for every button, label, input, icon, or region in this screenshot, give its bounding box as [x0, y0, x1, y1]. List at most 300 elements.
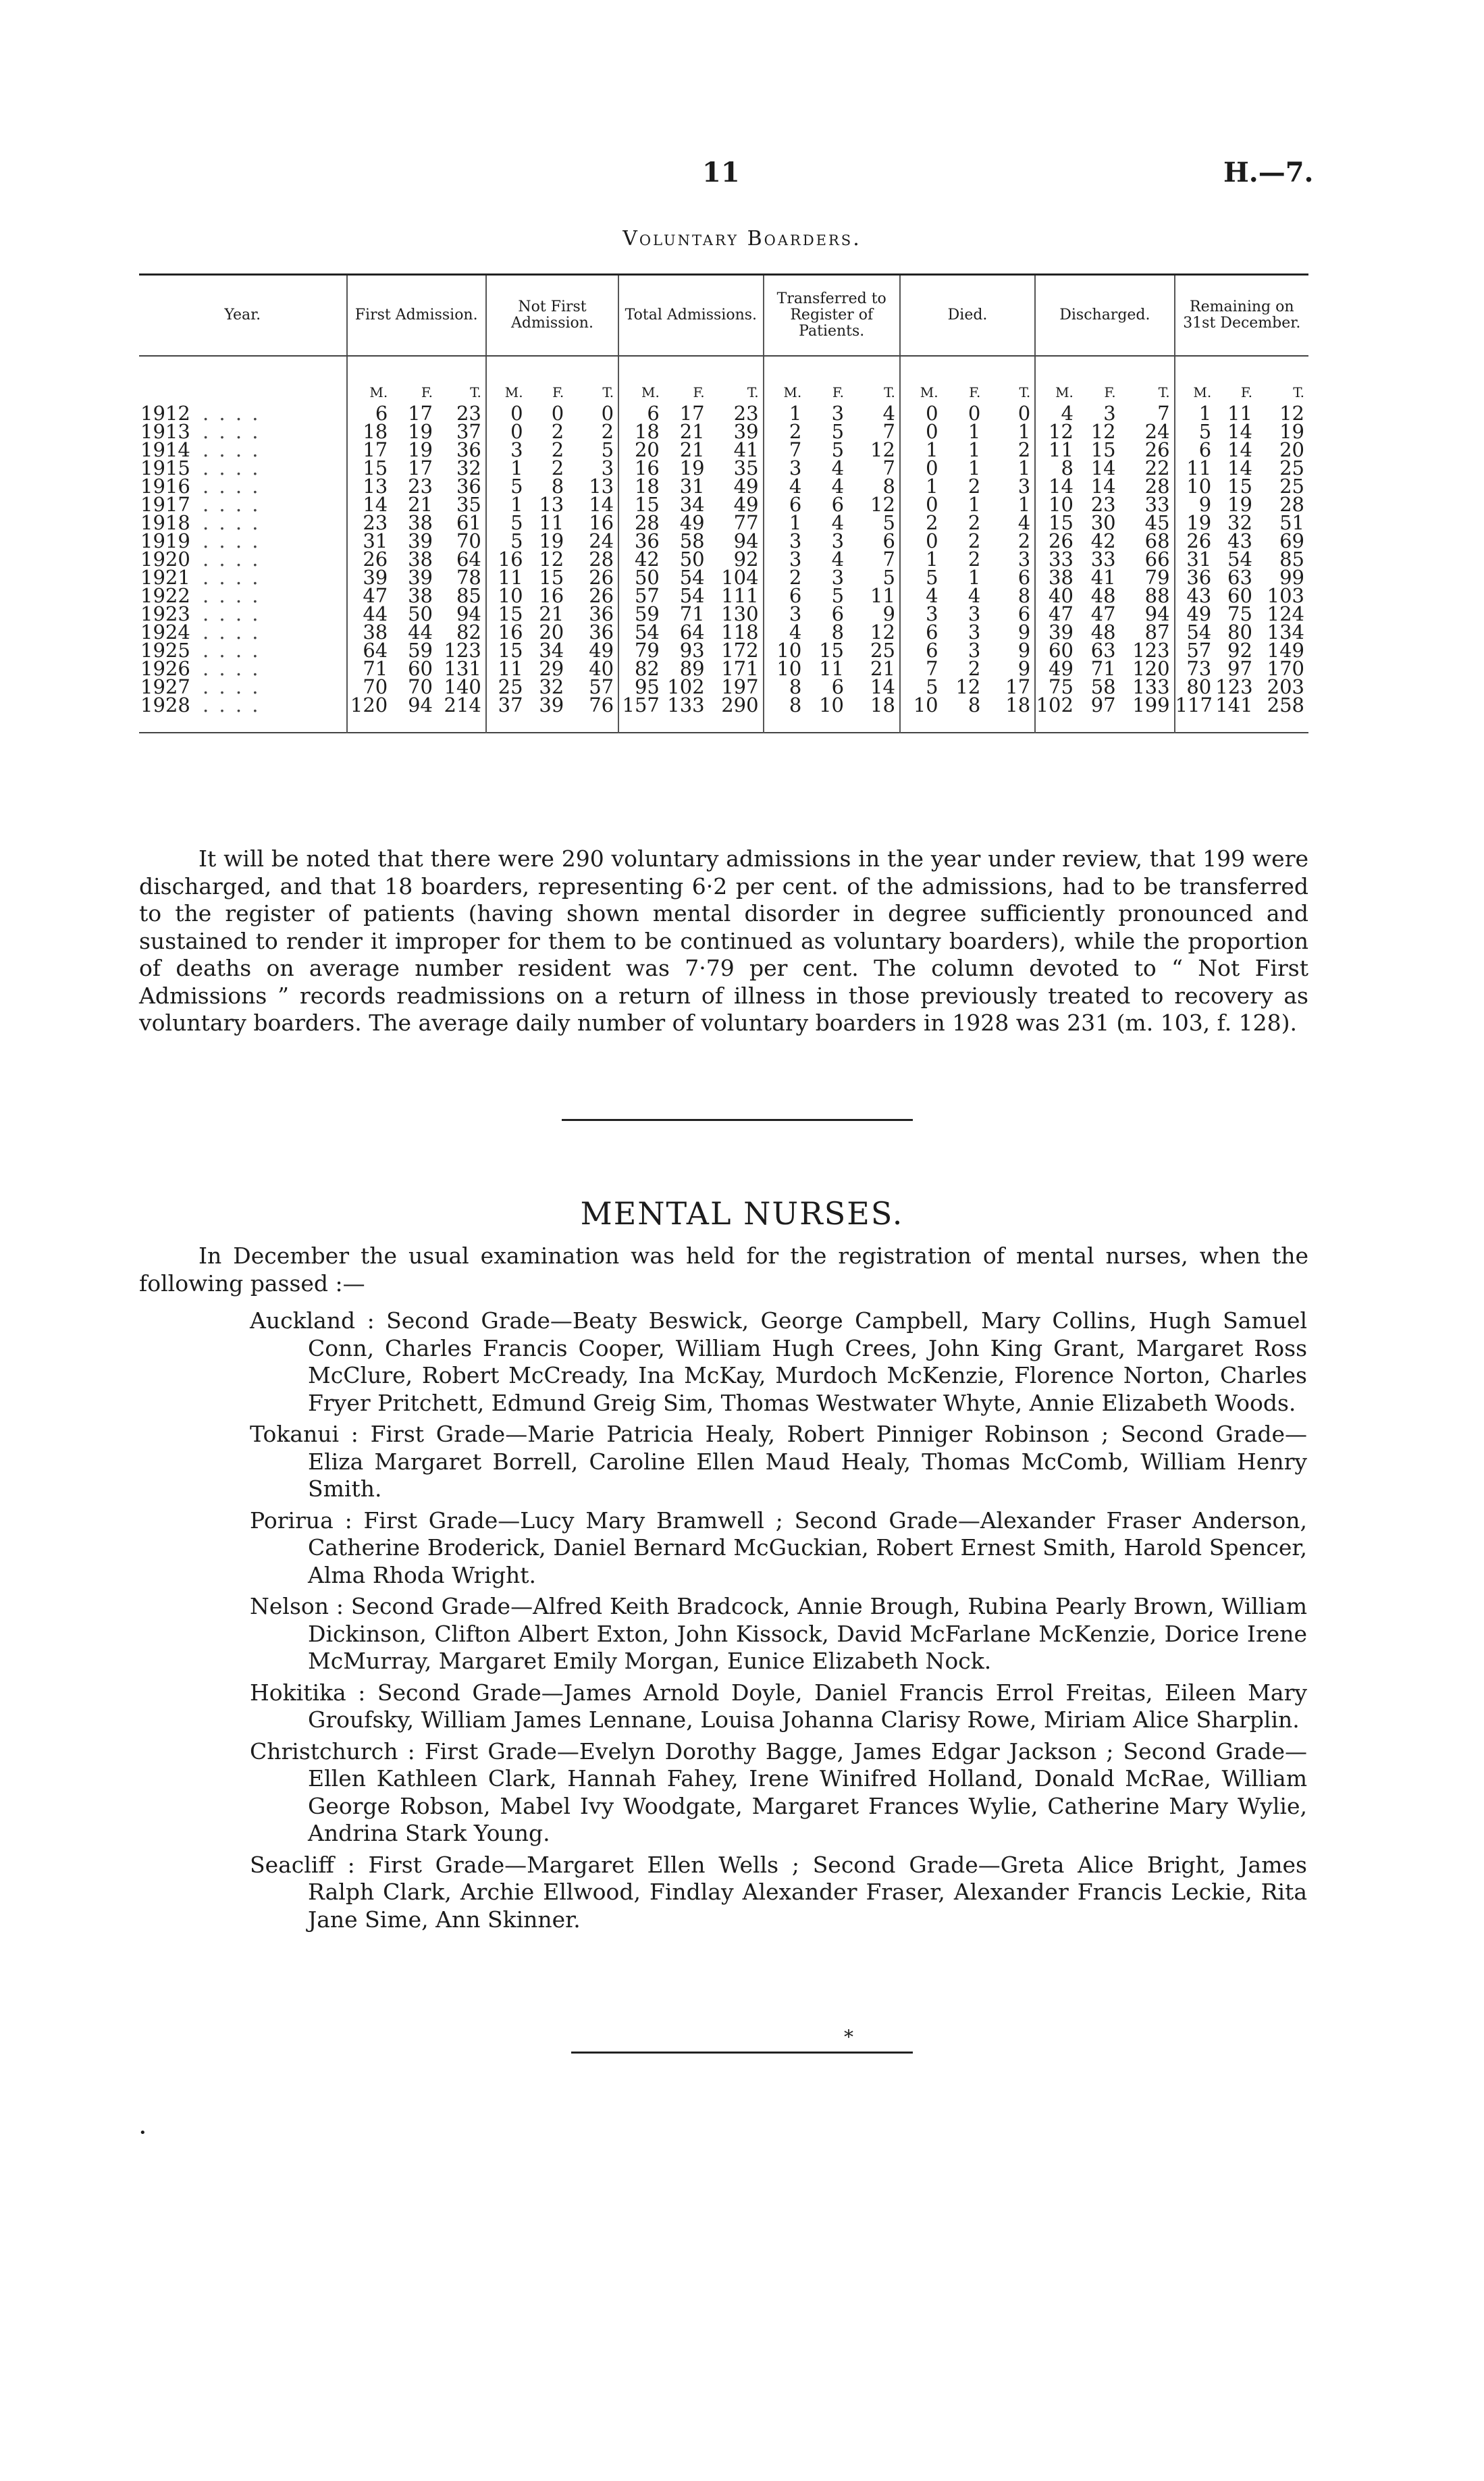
data-cell: 38	[408, 511, 433, 534]
sub-header-f: F.	[421, 384, 433, 400]
data-cell: 75	[1227, 602, 1252, 625]
data-cell: 5	[831, 584, 845, 607]
leader-dots: . . . .	[203, 639, 261, 662]
sub-header-m: M.	[764, 356, 806, 404]
table-body	[139, 404, 1308, 733]
data-cell: 69	[1279, 529, 1304, 552]
region-name: Auckland :	[250, 1307, 375, 1334]
data-cell: 21	[408, 493, 433, 516]
data-cell: 70	[347, 678, 392, 696]
data-cell: 25	[1279, 456, 1304, 479]
data-cell: 8	[1017, 584, 1031, 607]
data-cell: 3	[1017, 548, 1031, 571]
region-entry	[250, 1507, 1307, 1590]
data-cell: 15	[486, 605, 527, 623]
data-cell: 0	[551, 402, 564, 425]
data-cell: 71	[679, 602, 705, 625]
sub-header-t: T.	[884, 384, 895, 400]
data-cell: 3	[968, 602, 981, 625]
header-group-5: Died.	[900, 275, 1035, 357]
data-cell: 33	[1035, 550, 1078, 569]
data-cell: 18	[1005, 694, 1031, 716]
data-cell: 18	[870, 694, 895, 716]
data-cell: 2	[551, 456, 564, 479]
data-cell: 1	[486, 459, 527, 477]
table-row	[139, 404, 1308, 423]
data-cell: 23	[733, 402, 759, 425]
page-number: 11	[702, 157, 740, 188]
sub-header-t: T.	[1019, 384, 1031, 400]
data-cell: 120	[347, 696, 392, 733]
data-cell: 49	[1175, 605, 1216, 623]
data-cell: 41	[1090, 566, 1116, 589]
header-group-4: Transferred to Register of Patients.	[764, 275, 900, 357]
data-cell: 61	[456, 511, 481, 534]
year-value: 1912	[140, 402, 190, 425]
table-bottom-rule	[139, 733, 1308, 737]
data-cell: 1	[1017, 456, 1031, 479]
data-cell: 1	[968, 456, 981, 479]
data-cell: 4	[1035, 404, 1078, 423]
sub-header-f: F.	[693, 384, 705, 400]
data-cell: 0	[486, 404, 527, 423]
region-graduates: Second Grade—Alfred Keith Bradcock, Annie Brough, Rubina Pearly Brown, William Dickinson, Clifton Albert Exton, John Kissock, David McFarlane McKenzie, Dorice Irene McMurray, Margaret Emily Morgan, Eunice Elizabeth Nock.	[308, 1593, 1308, 1674]
data-cell: 94	[1144, 602, 1170, 625]
sub-header-t: T.	[1158, 384, 1170, 400]
data-cell: 11	[539, 511, 564, 534]
data-cell: 16	[539, 584, 564, 607]
leader-dots: . . . .	[203, 694, 261, 716]
data-cell: 1	[1017, 493, 1031, 516]
data-cell: 6	[1017, 566, 1031, 589]
data-cell: 3	[831, 566, 845, 589]
data-cell: 57	[1175, 642, 1216, 660]
data-cell: 1	[900, 477, 943, 496]
data-cell: 111	[721, 584, 759, 607]
data-cell: 9	[1175, 496, 1216, 514]
region-name: Christchurch :	[250, 1738, 415, 1765]
data-cell: 0	[968, 402, 981, 425]
data-cell: 2	[764, 423, 806, 441]
region-graduates: Second Grade—James Arnold Doyle, Daniel Francis Errol Freitas, Eileen Mary Groufsky, William James Lennane, Louisa Johanna Clarisy Rowe, Miriam Alice Sharplin.	[308, 1679, 1307, 1733]
data-cell: 94	[408, 694, 433, 716]
data-cell: 28	[589, 548, 614, 571]
data-cell: 26	[589, 566, 614, 589]
data-cell: 0	[900, 496, 943, 514]
data-cell: 82	[456, 621, 481, 644]
data-cell: 31	[679, 475, 705, 498]
data-cell: 5	[882, 511, 895, 534]
data-cell: 14	[589, 493, 614, 516]
data-cell: 49	[733, 475, 759, 498]
leader-dots: . . . .	[203, 529, 261, 552]
data-cell: 0	[486, 423, 527, 441]
data-cell: 6	[900, 642, 943, 660]
data-cell: 1	[764, 514, 806, 532]
data-cell: 117	[1175, 696, 1216, 733]
data-cell: 25	[486, 678, 527, 696]
data-cell: 10	[900, 696, 943, 733]
data-cell: 63	[1090, 639, 1116, 662]
data-cell: 34	[679, 493, 705, 516]
data-cell: 171	[721, 657, 759, 680]
data-cell: 0	[900, 423, 943, 441]
data-cell: 2	[1017, 438, 1031, 461]
data-cell: 118	[721, 621, 759, 644]
data-cell: 97	[1090, 694, 1116, 716]
data-cell: 60	[1227, 584, 1252, 607]
data-cell: 50	[408, 602, 433, 625]
data-cell: 1	[968, 438, 981, 461]
data-cell: 6	[831, 675, 845, 698]
data-cell: 2	[900, 514, 943, 532]
data-cell: 73	[1175, 660, 1216, 678]
data-cell: 134	[1267, 621, 1304, 644]
table-row	[139, 459, 1308, 477]
data-cell: 39	[408, 529, 433, 552]
data-cell: 3	[968, 621, 981, 644]
year-value: 1922	[140, 584, 190, 607]
data-cell: 92	[1227, 639, 1252, 662]
data-cell: 10	[764, 660, 806, 678]
data-cell: 8	[764, 678, 806, 696]
data-cell: 28	[1279, 493, 1304, 516]
data-cell: 66	[1144, 548, 1170, 571]
data-cell: 123	[1132, 639, 1170, 662]
data-cell: 3	[900, 605, 943, 623]
header-group-2: Not First Admission.	[486, 275, 618, 357]
data-cell: 2	[601, 420, 614, 443]
data-cell: 40	[589, 657, 614, 680]
sub-header-m: M.	[347, 356, 392, 404]
data-cell: 19	[1175, 514, 1216, 532]
data-cell: 23	[347, 514, 392, 532]
data-cell: 38	[408, 548, 433, 571]
year-value: 1915	[140, 456, 190, 479]
data-cell: 23	[456, 402, 481, 425]
data-cell: 88	[1144, 584, 1170, 607]
table-row	[139, 532, 1308, 550]
data-cell: 11	[486, 569, 527, 587]
region-entry	[250, 1593, 1307, 1675]
header-group-1: First Admission.	[347, 275, 486, 357]
data-cell: 1	[968, 420, 981, 443]
data-cell: 15	[347, 459, 392, 477]
data-cell: 14	[1035, 477, 1078, 496]
data-cell: 40	[1035, 587, 1078, 605]
data-cell: 8	[882, 475, 895, 498]
data-cell: 157	[618, 696, 664, 733]
data-cell: 19	[1279, 420, 1304, 443]
data-cell: 49	[733, 493, 759, 516]
leader-dots: . . . .	[203, 438, 261, 461]
data-cell: 36	[589, 621, 614, 644]
mental-nurses-intro	[139, 1243, 1308, 1297]
data-cell: 12	[1035, 423, 1078, 441]
sub-header-f: F.	[969, 384, 981, 400]
data-cell: 199	[1132, 694, 1170, 716]
year-value: 1924	[140, 621, 190, 644]
data-cell: 39	[408, 566, 433, 589]
data-cell: 22	[1144, 456, 1170, 479]
data-cell: 60	[1035, 642, 1078, 660]
section-divider	[562, 1119, 913, 1121]
data-cell: 7	[882, 420, 895, 443]
data-cell: 8	[551, 475, 564, 498]
data-cell: 258	[1267, 694, 1304, 716]
data-cell: 11	[1175, 459, 1216, 477]
header-group-6: Discharged.	[1035, 275, 1174, 357]
data-cell: 2	[968, 511, 981, 534]
region-name: Hokitika :	[250, 1679, 366, 1706]
data-cell: 214	[444, 694, 481, 716]
data-cell: 78	[456, 566, 481, 589]
data-cell: 15	[618, 496, 664, 514]
data-cell: 3	[764, 550, 806, 569]
sub-header-m: M.	[618, 356, 664, 404]
data-cell: 63	[1227, 566, 1252, 589]
data-cell: 25	[870, 639, 895, 662]
data-cell: 123	[1215, 675, 1253, 698]
data-cell: 12	[539, 548, 564, 571]
data-cell: 1	[764, 404, 806, 423]
data-cell: 149	[1267, 639, 1304, 662]
region-name: Nelson :	[250, 1593, 344, 1619]
leader-dots: . . . .	[203, 621, 261, 644]
region-entry	[250, 1738, 1307, 1848]
data-cell: 18	[618, 423, 664, 441]
data-cell: 26	[1035, 532, 1078, 550]
data-cell: 1	[968, 493, 981, 516]
data-cell: 12	[1279, 402, 1304, 425]
data-cell: 15	[486, 642, 527, 660]
year-value: 1920	[140, 548, 190, 571]
sub-header-t: T.	[747, 384, 759, 400]
data-cell: 64	[456, 548, 481, 571]
data-cell: 44	[347, 605, 392, 623]
data-cell: 30	[1090, 511, 1116, 534]
data-cell: 3	[486, 441, 527, 459]
data-cell: 11	[1227, 402, 1252, 425]
data-cell: 34	[539, 639, 564, 662]
data-cell: 92	[733, 548, 759, 571]
data-cell: 6	[900, 623, 943, 642]
table-row	[139, 423, 1308, 441]
table-row	[139, 477, 1308, 496]
data-cell: 170	[1267, 657, 1304, 680]
data-cell: 1	[900, 550, 943, 569]
sub-header-m: M.	[900, 356, 943, 404]
data-cell: 31	[347, 532, 392, 550]
data-cell: 2	[1017, 529, 1031, 552]
data-cell: 14	[870, 675, 895, 698]
data-cell: 42	[1090, 529, 1116, 552]
data-cell: 17	[347, 441, 392, 459]
data-cell: 32	[539, 675, 564, 698]
data-cell: 4	[968, 584, 981, 607]
report-code: H.—7.	[1223, 157, 1314, 188]
data-cell: 26	[1175, 532, 1216, 550]
data-cell: 99	[1279, 566, 1304, 589]
data-cell: 0	[900, 459, 943, 477]
data-cell: 14	[1227, 456, 1252, 479]
sub-header-m: M.	[1175, 356, 1216, 404]
data-cell: 36	[456, 438, 481, 461]
leader-dots: . . . .	[203, 675, 261, 698]
data-cell: 23	[1090, 493, 1116, 516]
table-row	[139, 496, 1308, 514]
data-cell: 26	[1144, 438, 1170, 461]
data-cell: 5	[1175, 423, 1216, 441]
data-cell: 6	[764, 496, 806, 514]
data-cell: 37	[486, 696, 527, 733]
data-cell: 59	[618, 605, 664, 623]
data-cell: 79	[618, 642, 664, 660]
data-cell: 5	[831, 420, 845, 443]
data-cell: 12	[870, 493, 895, 516]
data-cell: 4	[764, 477, 806, 496]
data-cell: 37	[456, 420, 481, 443]
data-cell: 17	[408, 456, 433, 479]
data-cell: 2	[551, 438, 564, 461]
data-cell: 6	[1175, 441, 1216, 459]
leader-dots: . . . .	[203, 456, 261, 479]
data-cell: 3	[831, 529, 845, 552]
region-name: Porirua :	[250, 1507, 352, 1534]
data-cell: 60	[408, 657, 433, 680]
data-cell: 102	[1035, 696, 1078, 733]
data-cell: 14	[347, 496, 392, 514]
data-cell: 70	[408, 675, 433, 698]
leader-dots: . . . .	[203, 420, 261, 443]
region-graduates: First Grade—Evelyn Dorothy Bagge, James Edgar Jackson ; Second Grade—Ellen Kathleen Clark, Hannah Fahey, Irene Winifred Holland, Donald McRae, William George Robson, Mabel Ivy Woodgate, Margaret Frances Wylie, Catherine Mary Wylie, Andrina Stark Young.	[308, 1738, 1307, 1846]
data-cell: 9	[882, 602, 895, 625]
data-cell: 20	[539, 621, 564, 644]
data-cell: 2	[551, 420, 564, 443]
data-cell: 7	[764, 441, 806, 459]
year-value: 1925	[140, 639, 190, 662]
data-cell: 2	[968, 475, 981, 498]
data-cell: 3	[764, 605, 806, 623]
data-cell: 49	[679, 511, 705, 534]
data-cell: 15	[1090, 438, 1116, 461]
data-cell: 57	[618, 587, 664, 605]
data-cell: 21	[539, 602, 564, 625]
sub-header-f: F.	[552, 384, 564, 400]
data-cell: 51	[1279, 511, 1304, 534]
data-cell: 12	[870, 438, 895, 461]
data-cell: 10	[819, 694, 845, 716]
header-group-3: Total Admissions.	[618, 275, 763, 357]
data-cell: 36	[456, 475, 481, 498]
data-cell: 38	[1035, 569, 1078, 587]
data-cell: 5	[882, 566, 895, 589]
data-cell: 7	[882, 548, 895, 571]
data-cell: 133	[667, 694, 705, 716]
data-cell: 5	[831, 438, 845, 461]
mental-nurses-title: MENTAL NURSES.	[580, 1195, 904, 1232]
data-cell: 11	[486, 660, 527, 678]
sub-header-f: F.	[1104, 384, 1116, 400]
data-cell: 14	[1227, 420, 1252, 443]
data-cell: 11	[1035, 441, 1078, 459]
leader-dots: . . . .	[203, 493, 261, 516]
year-cell	[139, 696, 347, 733]
data-cell: 19	[1227, 493, 1252, 516]
year-value: 1913	[140, 420, 190, 443]
data-cell: 14	[1090, 456, 1116, 479]
commentary-paragraph: It will be noted that there were 290 voluntary admissions in the year under review, that 199 were discharged, and that 18 boarders, representing 6·2 per cent. of the admissions, had to be transferred to the register of patients (having shown mental disorder in degree sufficiently pronounced and sustained to render it improper for them to be continued as voluntary boarders), while the proportion of deaths on average number resident was 7·79 per cent. The column devoted to “ Not First Admissions ” records readmissions on a return of illness in those previously treated to recovery as voluntary boarders. The average daily number of voluntary boarders in 1928 was 231 (m. 103, f. 128).	[139, 845, 1308, 1036]
data-cell: 32	[1227, 511, 1252, 534]
data-cell: 77	[733, 511, 759, 534]
data-cell: 0	[601, 402, 614, 425]
margin-mark: •	[139, 2126, 147, 2140]
data-cell: 19	[679, 456, 705, 479]
data-cell: 4	[764, 623, 806, 642]
data-cell: 7	[882, 456, 895, 479]
data-cell: 3	[831, 402, 845, 425]
data-cell: 124	[1267, 602, 1304, 625]
data-cell: 58	[1090, 675, 1116, 698]
data-cell: 75	[1035, 678, 1078, 696]
data-cell: 38	[408, 584, 433, 607]
year-value: 1914	[140, 438, 190, 461]
leader-dots: . . . .	[203, 584, 261, 607]
data-cell: 1	[1175, 404, 1216, 423]
data-cell: 31	[1175, 550, 1216, 569]
data-cell: 3	[764, 459, 806, 477]
sub-header-t: T.	[602, 384, 614, 400]
data-cell: 33	[1090, 548, 1116, 571]
data-cell: 49	[1035, 660, 1078, 678]
data-cell: 19	[408, 420, 433, 443]
year-value: 1927	[140, 675, 190, 698]
data-cell: 94	[733, 529, 759, 552]
table-group-headers	[139, 275, 1308, 357]
sub-header-blank	[139, 356, 347, 404]
data-cell: 4	[882, 402, 895, 425]
data-cell: 38	[347, 623, 392, 642]
data-cell: 36	[589, 602, 614, 625]
data-cell: 64	[347, 642, 392, 660]
data-cell: 85	[456, 584, 481, 607]
data-cell: 16	[618, 459, 664, 477]
data-cell: 130	[721, 602, 759, 625]
data-cell: 11	[819, 657, 845, 680]
data-cell: 16	[486, 550, 527, 569]
leader-dots: . . . .	[203, 602, 261, 625]
data-cell: 39	[733, 420, 759, 443]
data-cell: 18	[347, 423, 392, 441]
sub-header-f: F.	[1240, 384, 1252, 400]
data-cell: 7	[900, 660, 943, 678]
data-cell: 10	[1035, 496, 1078, 514]
year-value: 1919	[140, 529, 190, 552]
data-cell: 123	[444, 639, 481, 662]
leader-dots: . . . .	[203, 566, 261, 589]
data-cell: 133	[1132, 675, 1170, 698]
data-cell: 58	[679, 529, 705, 552]
region-entry	[250, 1307, 1307, 1417]
data-cell: 93	[679, 639, 705, 662]
data-cell: 0	[900, 532, 943, 550]
data-cell: 4	[831, 511, 845, 534]
regions-list	[250, 1307, 1307, 1937]
commentary-section	[139, 845, 1308, 1037]
data-cell: 140	[444, 675, 481, 698]
data-cell: 28	[618, 514, 664, 532]
voluntary-boarders-table	[139, 273, 1308, 737]
